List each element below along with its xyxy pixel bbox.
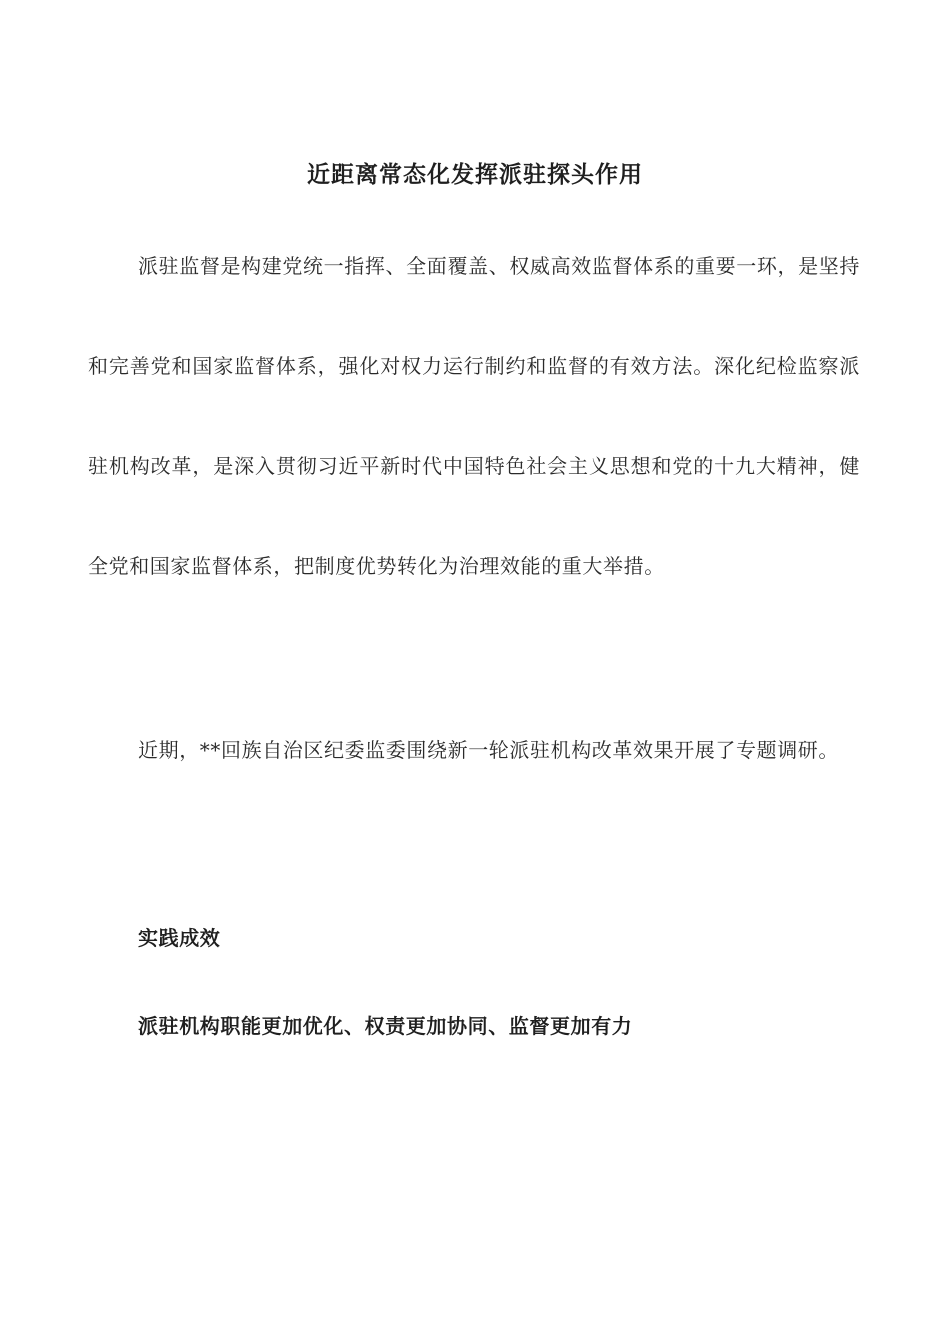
subsection-heading: 派驻机构职能更加优化、权责更加协同、监督更加有力 [138, 1014, 633, 1038]
document-title: 近距离常态化发挥派驻探头作用 [307, 161, 643, 188]
section-heading: 实践成效 [138, 926, 221, 950]
body-paragraph-intro: 派驻监督是构建党统一指挥、全面覆盖、权威高效监督体系的重要一环，是坚持和完善党和国家监督体系，强化对权力运行制约和监督的有效方法。深化纪检监察派驻机构改革，是深入贯彻习近平新时代中国特色社会主义思想和党的十九大精神，健全党和国家监督体系，把制度优势转化为治理效能的重大举措。 [88, 254, 860, 578]
body-paragraph-research: 近期，**回族自治区纪委监委围绕新一轮派驻机构改革效果开展了专题调研。 [138, 738, 839, 762]
